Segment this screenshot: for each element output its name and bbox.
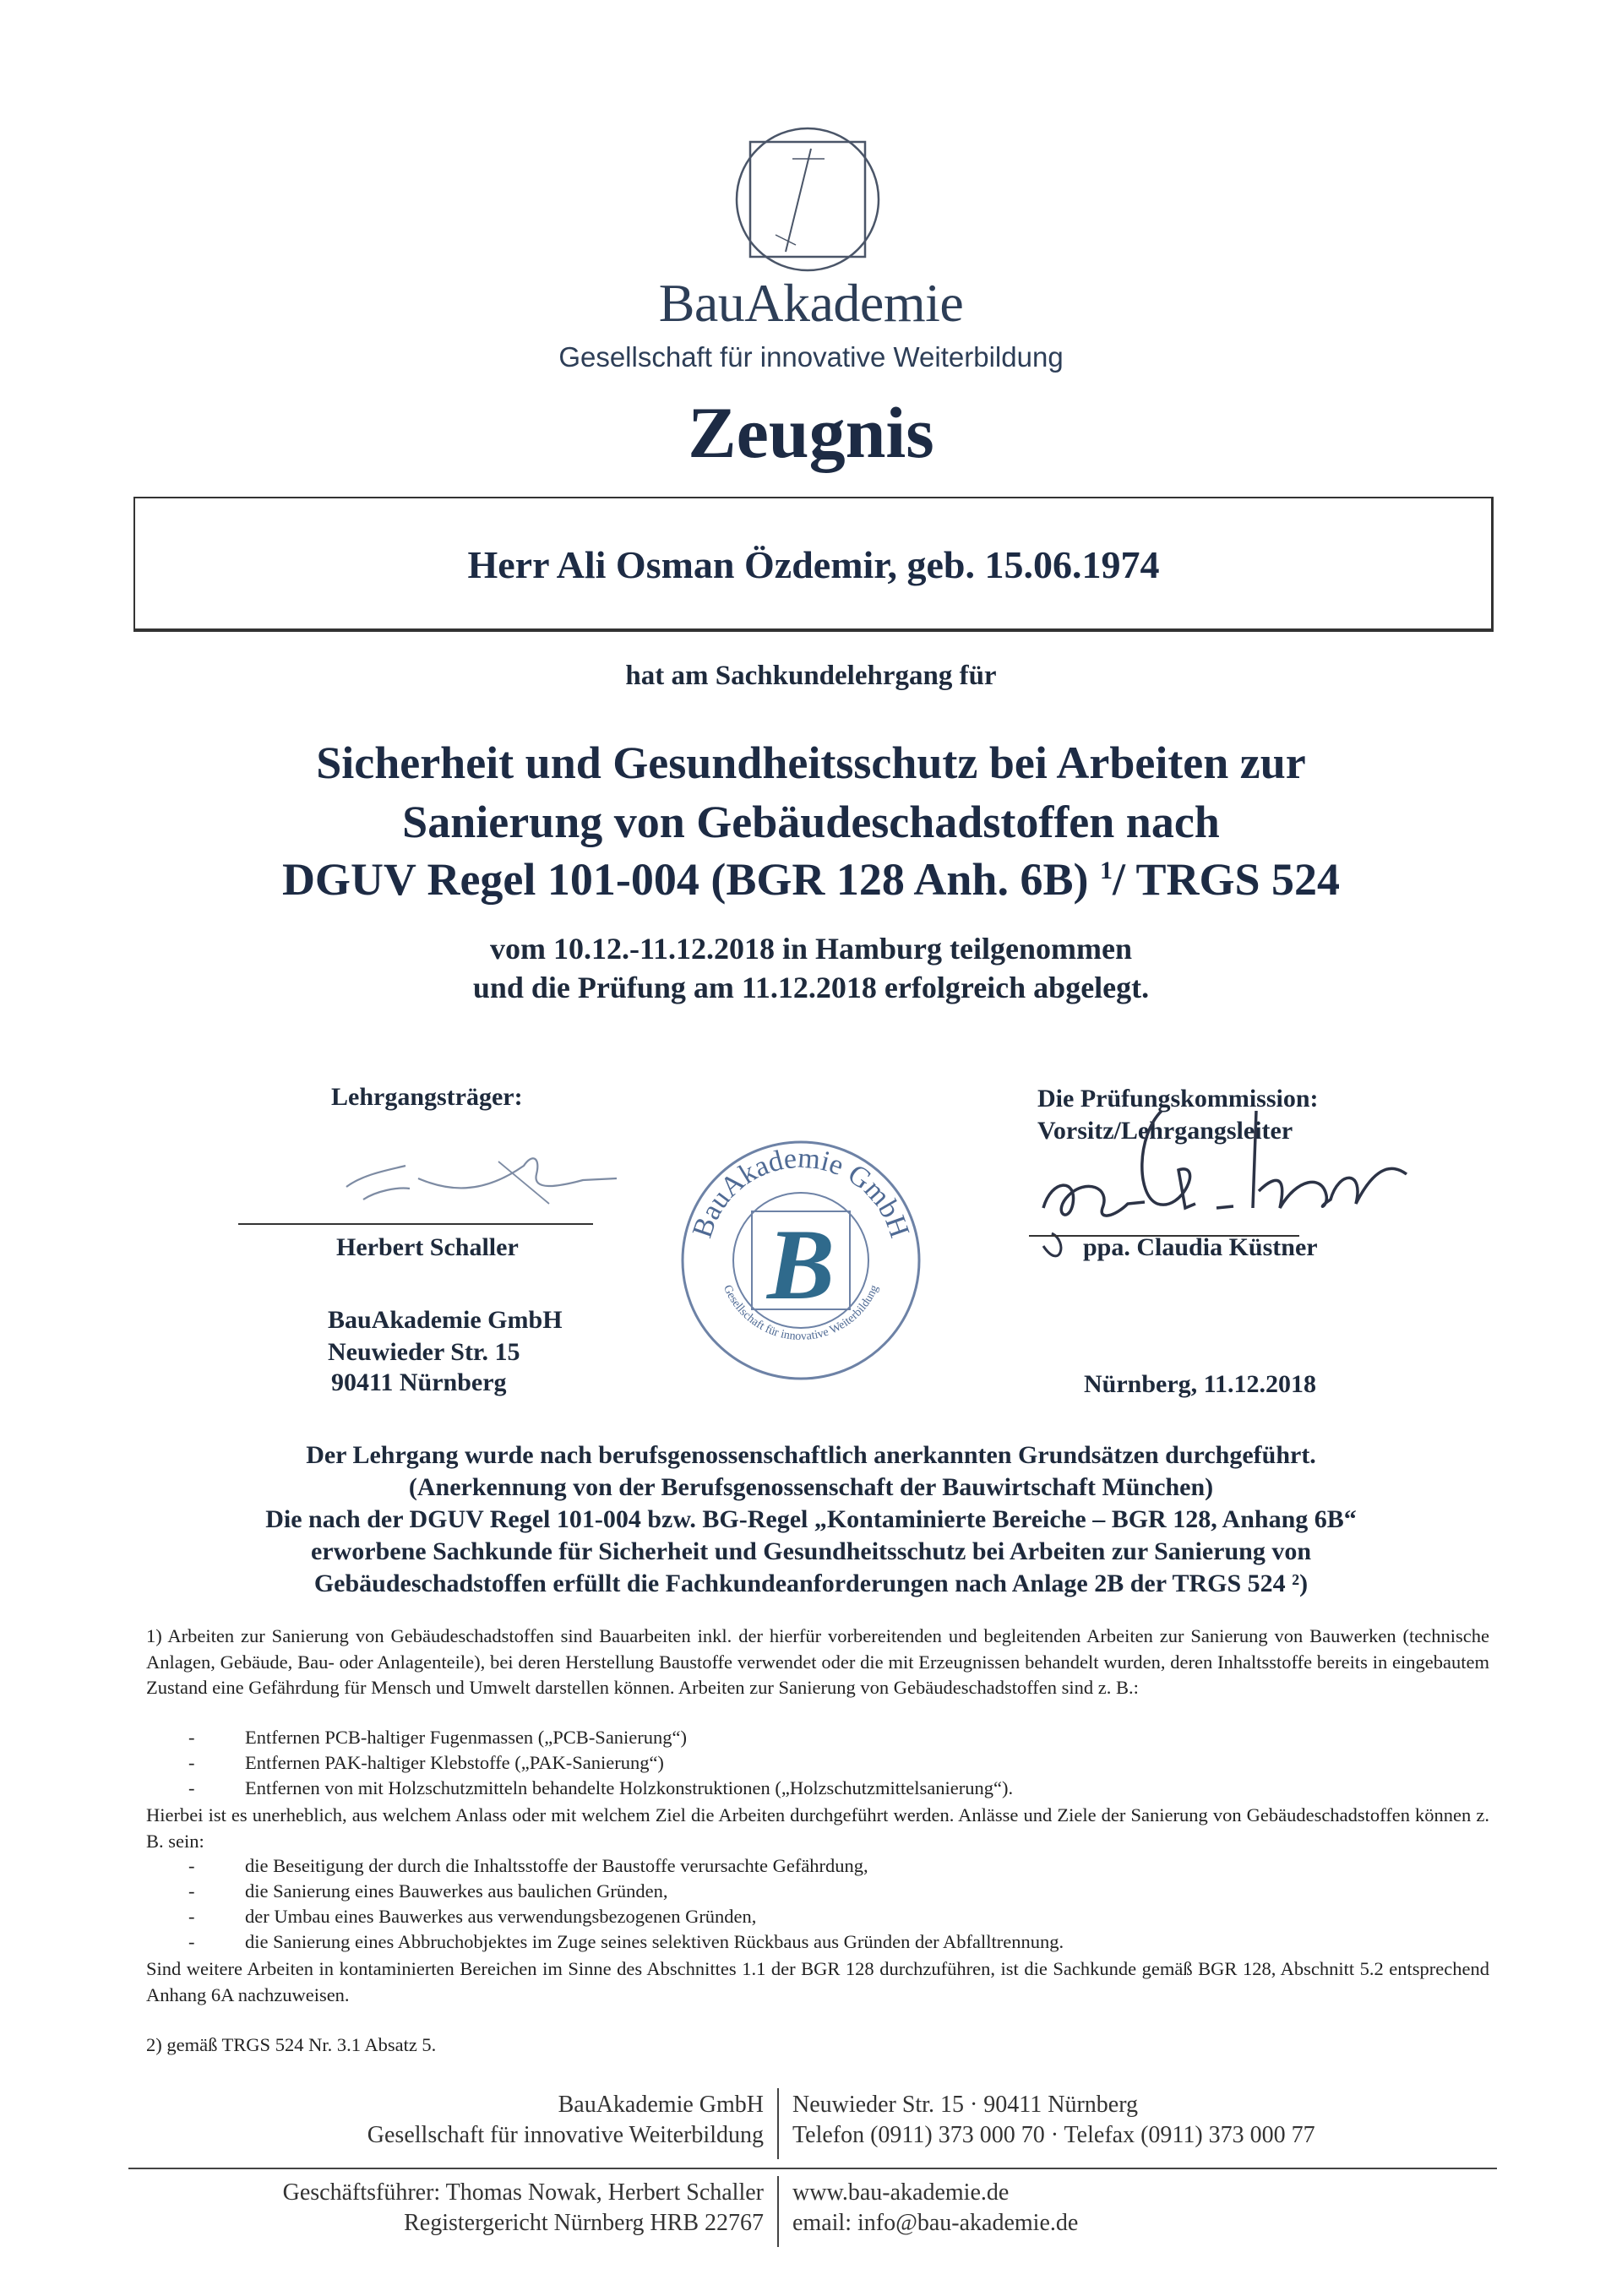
commission-subheading: Vorsitz/Lehrgangsleiter — [1037, 1117, 1293, 1145]
footer-company: BauAkademie GmbH — [558, 2092, 764, 2118]
footnote-ref-1: 1 — [1099, 857, 1113, 884]
sponsor-organization: BauAkademie GmbH — [328, 1306, 563, 1334]
footer-email: email: info@bau-akademie.de — [792, 2210, 1079, 2236]
footer-phone: Telefon (0911) 373 000 70 · Telefax (0911) 373 000 77 — [792, 2122, 1315, 2148]
footnote-1-end: Sind weitere Arbeiten in kontaminierten Bereichen im Sinne des Abschnittes 1.1 der BGR 128 durchzuführen, ist die Sachkunde gemäß BGR 128, Abschnitt 5.2 entsprechend Anhang 6A nachzuweisen. — [146, 1958, 1489, 2005]
list-item-text: die Sanierung eines Bauwerkes aus baulichen Gründen, — [245, 1880, 668, 1902]
sponsor-signatory-name: Herbert Schaller — [336, 1233, 519, 1261]
stamp-letter: B — [766, 1208, 835, 1320]
notice-line-1: Der Lehrgang wurde nach berufsgenossenschaftlich anerkannten Grundsätzen durchgeführt. — [306, 1441, 1316, 1469]
footer-divider-upper — [777, 2088, 779, 2159]
footer-address: Neuwieder Str. 15 · 90411 Nürnberg — [792, 2092, 1139, 2118]
exam-result: und die Prüfung am 11.12.2018 erfolgreich abgelegt. — [472, 971, 1150, 1004]
list-bullet: - — [188, 1777, 195, 1798]
footer-website: www.bau-akademie.de — [792, 2179, 1010, 2206]
recipient-name: Herr Ali Osman Özdemir, geb. 15.06.1974 — [467, 543, 1160, 586]
list-item-text: Entfernen PCB-haltiger Fugenmassen („PCB-Sanierung“) — [245, 1727, 688, 1748]
signature-herbert-schaller-icon — [329, 1128, 634, 1221]
sponsor-street: Neuwieder Str. 15 — [328, 1338, 520, 1366]
sponsor-city: 90411 Nürnberg — [331, 1368, 507, 1396]
list-bullet: - — [188, 1727, 195, 1748]
commission-signatory-name: ppa. Claudia Küstner — [1083, 1233, 1318, 1261]
list-bullet: - — [188, 1752, 195, 1773]
stamp-lower-text: Gesellschaft für innovative Weiterbildung — [720, 1283, 882, 1343]
footer-management: Geschäftsführer: Thomas Nowak, Herbert Schaller — [282, 2179, 764, 2206]
brand-tagline: Gesellschaft für innovative Weiterbildung — [558, 341, 1064, 373]
list-item-text: der Umbau eines Bauwerkes aus verwendungsbezogenen Gründen, — [245, 1906, 757, 1927]
notice-line-4: erworbene Sachkunde für Sicherheit und Gesundheitsschutz bei Arbeiten zur Sanierung von — [310, 1537, 1312, 1565]
document-title: Zeugnis — [688, 392, 934, 473]
signature-line-left — [238, 1223, 593, 1225]
place-and-date: Nürnberg, 11.12.2018 — [1084, 1370, 1317, 1398]
course-title-line-2: Sanierung von Gebäudeschadstoffen nach — [402, 797, 1220, 847]
footer-tagline: Gesellschaft für innovative Weiterbildung — [367, 2122, 764, 2148]
footnote-1-middle: Hierbei ist es unerheblich, aus welchem Anlass oder mit welchem Ziel die Arbeiten durchgeführt werden. Anlässe und Ziele der Sanierung von Gebäudeschadstoffen können z. B. sein: — [146, 1804, 1489, 1852]
course-regulation-tail: / TRGS 524 — [1112, 854, 1341, 905]
brand-name: BauAkademie — [658, 273, 964, 333]
list-item-text: Entfernen von mit Holzschutzmitteln behandelte Holzkonstruktionen („Holzschutzmittelsanierung“). — [245, 1777, 1014, 1798]
footer-divider-lower — [777, 2176, 779, 2247]
footnote-2: 2) gemäß TRGS 524 Nr. 3.1 Absatz 5. — [146, 2034, 437, 2055]
list-bullet: - — [188, 1906, 195, 1927]
footer-register: Registergericht Nürnberg HRB 22767 — [404, 2210, 764, 2236]
course-dates: vom 10.12.-11.12.2018 in Hamburg teilgenommen — [490, 932, 1132, 966]
list-bullet: - — [188, 1931, 195, 1952]
intro-text: hat am Sachkundelehrgang für — [625, 661, 997, 691]
company-stamp-icon — [674, 1134, 928, 1387]
footer-rule — [128, 2168, 1497, 2169]
course-title-line-3 — [0, 853, 1622, 906]
notice-line-3: Die nach der DGUV Regel 101-004 bzw. BG-Regel „Kontaminierte Bereiche – BGR 128, Anhang 6B“ — [265, 1505, 1357, 1533]
course-title-line-1: Sicherheit und Gesundheitsschutz bei Arbeiten zur — [316, 737, 1306, 788]
notice-line-5: Gebäudeschadstoffen erfüllt die Fachkundeanforderungen nach Anlage 2B der TRGS 524 ²) — [313, 1570, 1309, 1597]
course-regulation: DGUV Regel 101-004 (BGR 128 Anh. 6B) — [281, 854, 1089, 905]
list-item-text: Entfernen PAK-haltiger Klebstoffe („PAK-Sanierung“) — [245, 1752, 664, 1773]
bauakademie-logo-icon — [733, 125, 882, 274]
list-item-text: die Sanierung eines Abbruchobjektes im Zuge seines selektiven Rückbaus aus Gründen der Abfalltrennung. — [245, 1931, 1064, 1952]
list-bullet: - — [188, 1855, 195, 1876]
list-item-text: die Beseitigung der durch die Inhaltsstoffe der Baustoffe verursachte Gefährdung, — [245, 1855, 868, 1876]
commission-heading: Die Prüfungskommission: — [1037, 1085, 1319, 1113]
stamp-ring-text: BauAkademie GmbH — [686, 1142, 916, 1242]
sponsor-heading: Lehrgangsträger: — [331, 1083, 523, 1111]
footnote-1-intro: 1) Arbeiten zur Sanierung von Gebäudeschadstoffen sind Bauarbeiten inkl. der hierfür vorbereitenden und begleitenden Arbeiten zur Sanierung von Bauwerken (technische Anlagen, Gebäude, Bau- oder Anlagenteile), bei deren Herstellung Baustoffe verwendet oder die mit Erzeugnissen behandelt wurden, deren Inhaltsstoffe bereits in eingebautem Zustand eine Gefährdung für Mensch und Umwelt darstellen können. Arbeiten zur Sanierung von Gebäudeschadstoffen sind z. B.: — [146, 1625, 1489, 1699]
notice-line-2: (Anerkennung von der Berufsgenossenschaft der Bauwirtschaft München) — [408, 1473, 1214, 1501]
list-bullet: - — [188, 1880, 195, 1902]
